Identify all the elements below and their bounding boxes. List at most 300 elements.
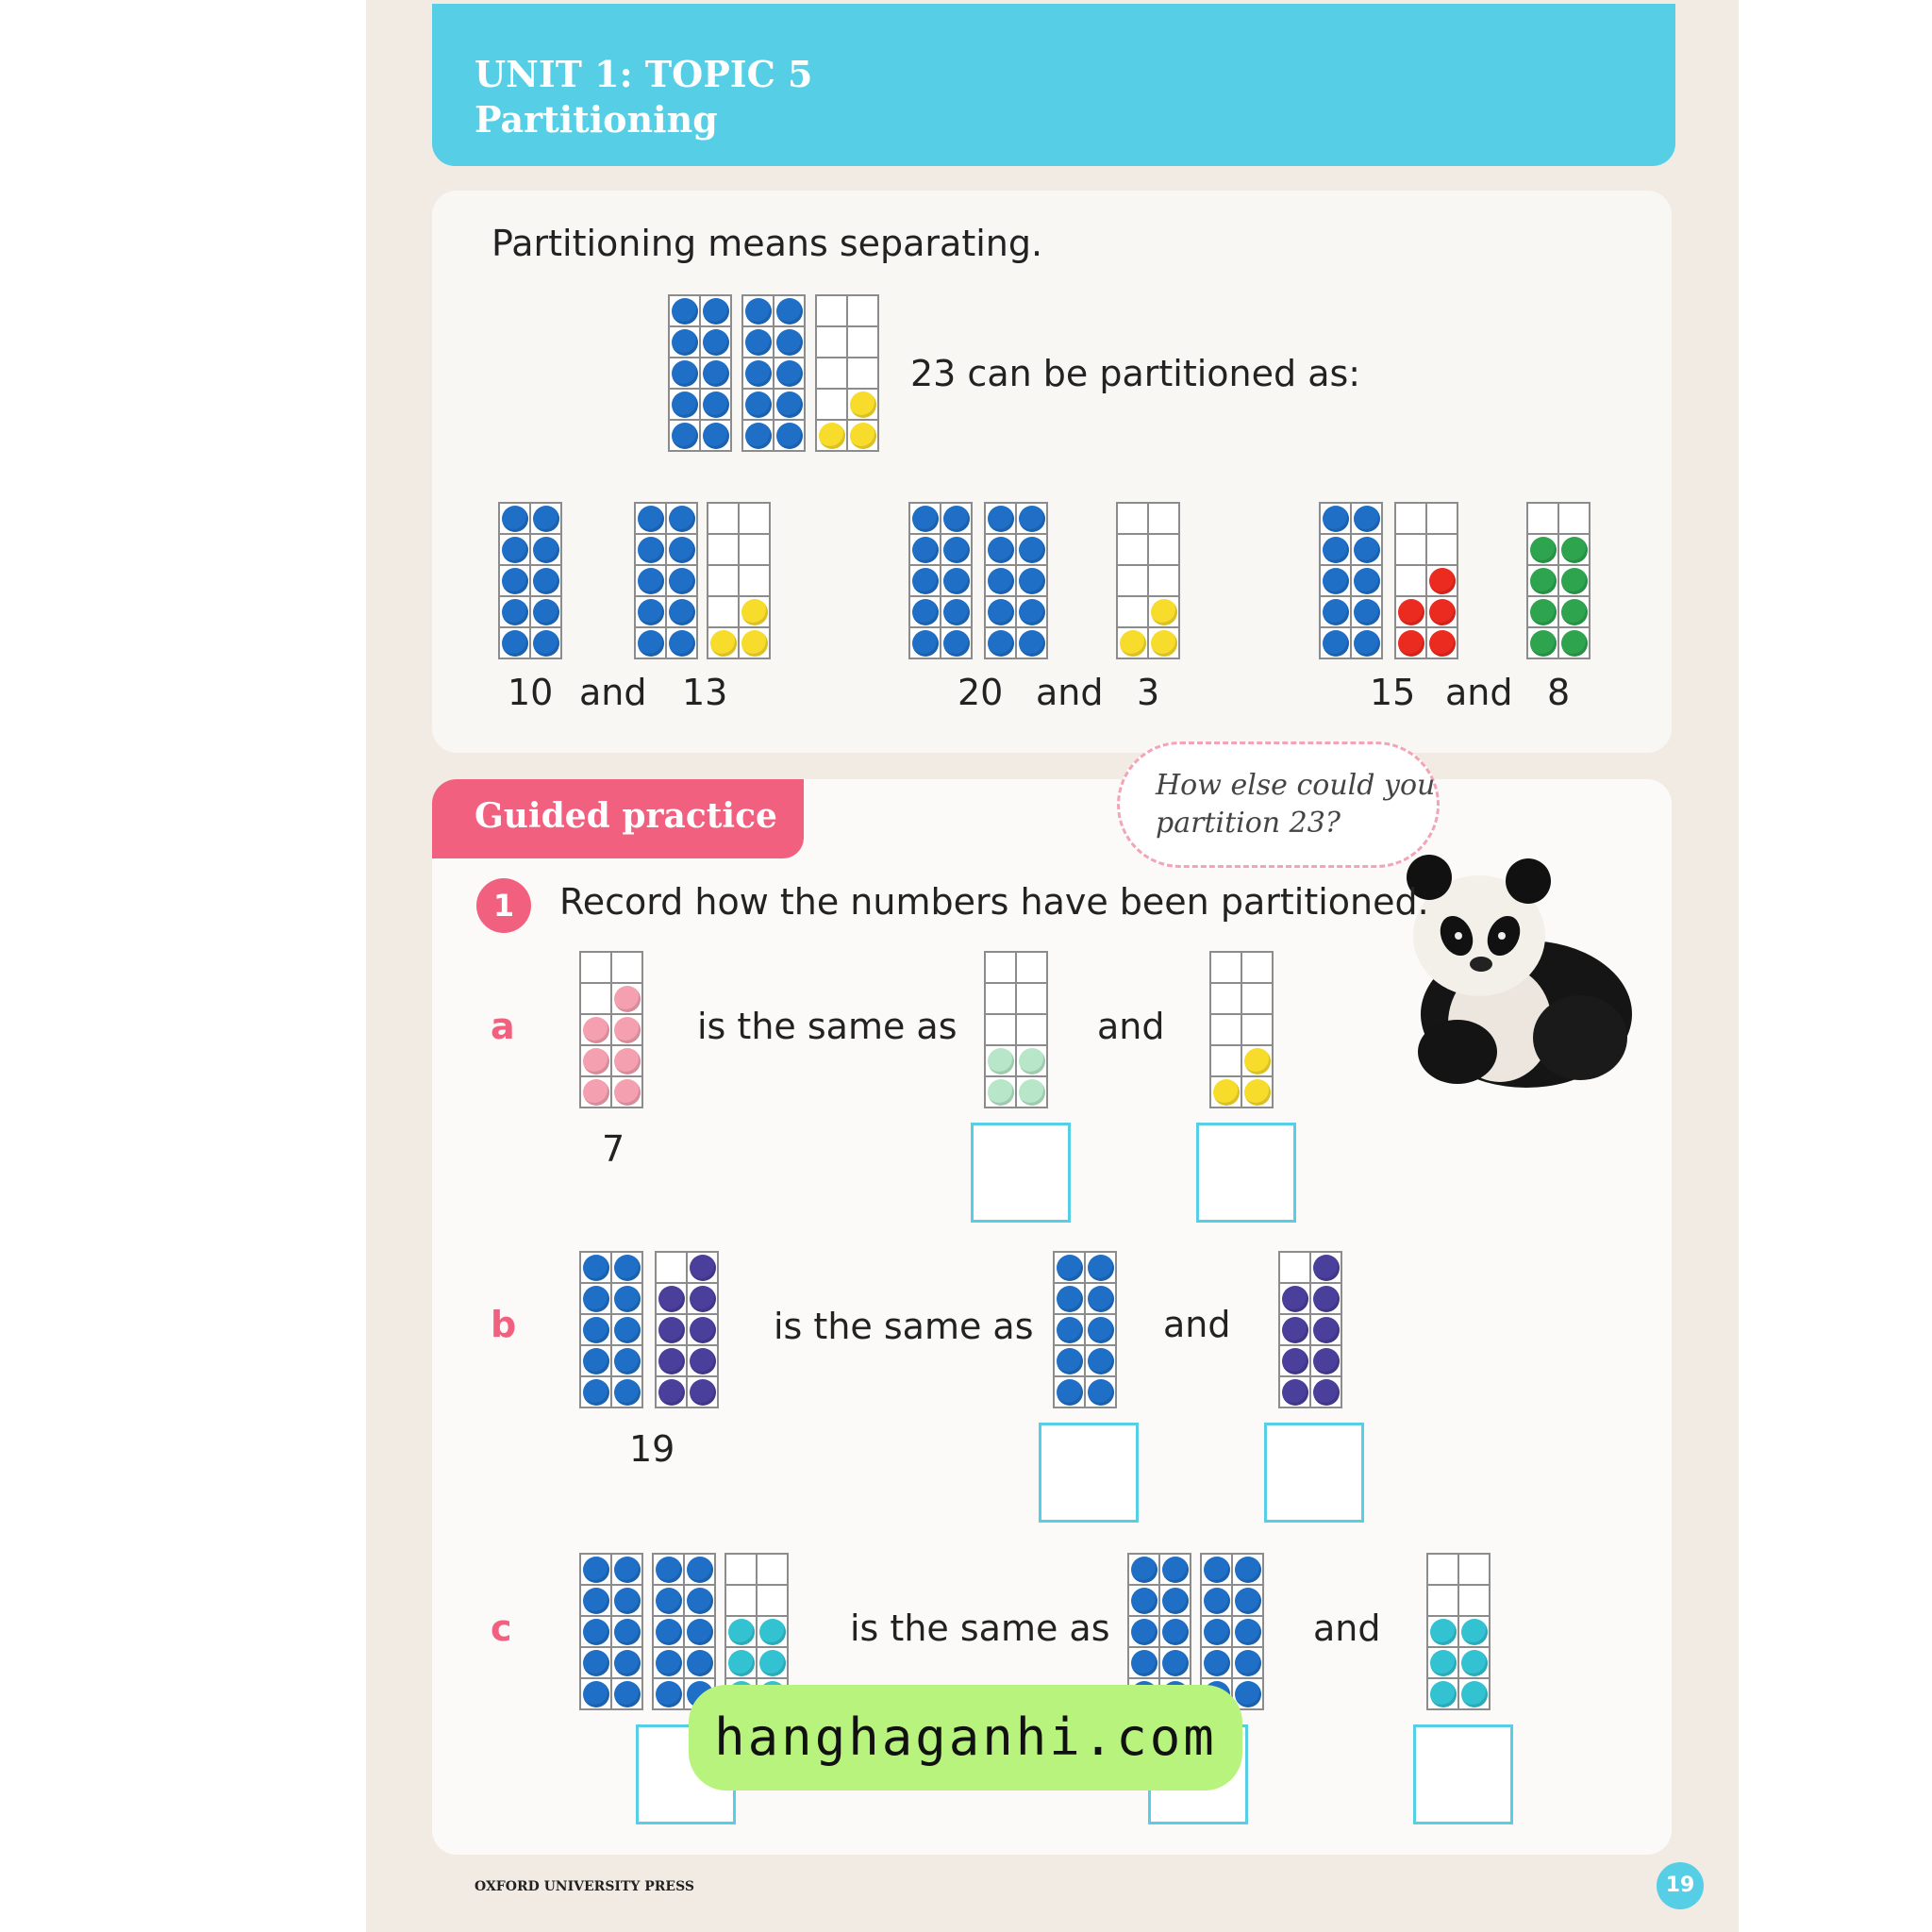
ten-frame-cell [580, 1554, 611, 1585]
counter-dot [1313, 1317, 1340, 1343]
ten-frame-cell [941, 534, 972, 565]
answer-box[interactable] [1413, 1724, 1513, 1824]
counter-dot [912, 630, 939, 657]
page-number: 19 [1657, 1862, 1704, 1909]
partition-number: 13 [682, 672, 728, 713]
ten-frame-cell [708, 534, 739, 565]
ten-frame-cell [742, 295, 774, 326]
guided-practice-tab [432, 779, 804, 858]
counter-dot [1398, 599, 1424, 625]
ten-frame-cell [708, 503, 739, 534]
ten-frame-grid [1053, 1251, 1117, 1408]
ten-frame-cell [725, 1616, 757, 1647]
ten-frame-cell [687, 1283, 718, 1314]
ten-frame-cell [1351, 627, 1382, 658]
ten-frame-cell [1558, 565, 1590, 596]
counter-dot [1561, 568, 1588, 594]
counter-dot [669, 506, 695, 532]
counter-dot [614, 1048, 641, 1074]
ten-frame-grid [1278, 1251, 1342, 1408]
counter-dot [943, 537, 970, 563]
counter-dot [988, 506, 1014, 532]
answer-box[interactable] [971, 1123, 1071, 1223]
ten-frame-cell [739, 503, 770, 534]
counter-dot [533, 537, 559, 563]
ten-frame-cell [1128, 1616, 1159, 1647]
answer-box[interactable] [1039, 1423, 1139, 1523]
ten-frame-cell [700, 420, 731, 451]
counter-dot [1204, 1619, 1230, 1645]
ten-frame-cell [580, 1647, 611, 1678]
ten-frame-cell [1427, 1554, 1458, 1585]
ten-frame-cell [1395, 503, 1426, 534]
ten-frame-cell [1016, 596, 1047, 627]
same-as-text: is the same as [774, 1306, 1034, 1347]
counter-dot [943, 630, 970, 657]
counter-dot [1530, 599, 1557, 625]
and-label: and [1313, 1607, 1381, 1649]
counter-dot [943, 599, 970, 625]
counter-dot [1313, 1286, 1340, 1312]
ten-frame-cell [1351, 534, 1382, 565]
ten-frame-cell [739, 596, 770, 627]
same-as-text: is the same as [850, 1607, 1110, 1649]
ten-frame-cell [1558, 503, 1590, 534]
ten-frame-cell [1395, 565, 1426, 596]
ten-frame [652, 1553, 716, 1710]
ten-frame-cell [847, 358, 878, 389]
ten-frame-cell [684, 1647, 715, 1678]
counter-dot [1235, 1681, 1261, 1707]
ten-frame-cell [635, 565, 666, 596]
ten-frame-cell [1085, 1345, 1116, 1376]
ten-frame-grid [707, 502, 771, 659]
ten-frame-cell [530, 503, 561, 534]
ten-frame-cell [656, 1345, 687, 1376]
ten-frame-cell [1016, 503, 1047, 534]
and-label: and [1163, 1304, 1231, 1345]
ten-frame-cell [1054, 1376, 1085, 1407]
ten-frame-cell [666, 503, 697, 534]
ten-frame-cell [666, 565, 697, 596]
ten-frame-cell [1148, 503, 1179, 534]
ten-frame-cell [1241, 952, 1273, 983]
counter-dot [614, 986, 641, 1012]
ten-frame-cell [656, 1314, 687, 1345]
guided-practice-label: Guided practice [475, 796, 777, 836]
counter-dot [656, 1650, 682, 1676]
ten-frame-cell [611, 1678, 642, 1709]
ten-frame-cell [499, 503, 530, 534]
counter-dot [614, 1619, 641, 1645]
ten-frame-grid [1426, 1553, 1491, 1710]
counter-dot [690, 1255, 716, 1281]
counter-dot [502, 599, 528, 625]
ten-frame-cell [499, 627, 530, 658]
counter-dot [703, 298, 729, 325]
counter-dot [614, 1348, 641, 1374]
ten-frame-grid [984, 951, 1048, 1108]
partition-number: 15 [1370, 672, 1416, 713]
counter-dot [745, 391, 772, 418]
counter-dot [672, 423, 698, 449]
ten-frame-cell [1016, 565, 1047, 596]
counter-dot [759, 1619, 786, 1645]
ten-frame-cell [1201, 1554, 1232, 1585]
ten-frame-cell [1148, 596, 1179, 627]
ten-frame-grid [634, 502, 698, 659]
counter-dot [1088, 1255, 1114, 1281]
ten-frame-cell [669, 326, 700, 358]
counter-dot [687, 1619, 713, 1645]
ten-frame-grid [579, 1553, 643, 1710]
ten-frame-cell [580, 1014, 611, 1045]
counter-dot [1019, 599, 1045, 625]
ten-frame-cell [1016, 1076, 1047, 1108]
ten-frame-cell [847, 295, 878, 326]
ten-frame-cell [1310, 1283, 1341, 1314]
ten-frame-cell [1117, 596, 1148, 627]
counter-dot [672, 360, 698, 387]
ten-frame-cell [1458, 1678, 1490, 1709]
ten-frame [579, 1553, 643, 1710]
ten-frame-cell [687, 1314, 718, 1345]
counter-dot [1235, 1619, 1261, 1645]
ten-frame-cell [684, 1585, 715, 1616]
ten-frame [1426, 1553, 1491, 1710]
ten-frame-cell [742, 326, 774, 358]
ten-frame-grid [579, 1251, 643, 1408]
ten-frame-cell [816, 420, 847, 451]
ten-frame-grid [579, 951, 643, 1108]
counter-dot [759, 1650, 786, 1676]
counter-dot [658, 1379, 685, 1406]
counter-dot [1088, 1317, 1114, 1343]
counter-dot [988, 599, 1014, 625]
ten-frame-cell [669, 358, 700, 389]
ten-frame-cell [941, 627, 972, 658]
ten-frame-cell [1201, 1585, 1232, 1616]
ten-frame-cell [1279, 1283, 1310, 1314]
and-label: and [1097, 1006, 1165, 1047]
counter-dot [502, 568, 528, 594]
ten-frame-cell [985, 983, 1016, 1014]
item-letter: a [491, 1006, 515, 1047]
ten-frame-cell [941, 503, 972, 534]
item-letter: c [491, 1607, 512, 1649]
counter-dot [1530, 568, 1557, 594]
ten-frame-cell [1201, 1647, 1232, 1678]
ten-frame-cell [1016, 1014, 1047, 1045]
ten-frame-cell [1232, 1616, 1263, 1647]
counter-dot [583, 1048, 609, 1074]
ten-frame-cell [1054, 1252, 1085, 1283]
ten-frame-cell [1395, 627, 1426, 658]
ten-frame-cell [611, 1252, 642, 1283]
ten-frame-cell [1279, 1314, 1310, 1345]
intro-panel [432, 191, 1672, 753]
counter-dot [690, 1379, 716, 1406]
counter-dot [583, 1619, 609, 1645]
partition-number: 3 [1137, 672, 1160, 713]
counter-dot [1282, 1317, 1308, 1343]
ten-frame-cell [1016, 534, 1047, 565]
ten-frame-cell [1527, 565, 1558, 596]
counter-dot [1244, 1079, 1271, 1106]
ten-frame-cell [1310, 1314, 1341, 1345]
counter-dot [745, 423, 772, 449]
counter-dot [690, 1317, 716, 1343]
ten-frame-cell [1527, 534, 1558, 565]
ten-frame-cell [757, 1585, 788, 1616]
ten-frame-cell [653, 1647, 684, 1678]
ten-frame-cell [1054, 1345, 1085, 1376]
ten-frame-cell [580, 1045, 611, 1076]
counter-dot [614, 1079, 641, 1106]
ten-frame [1278, 1251, 1342, 1408]
counter-dot [1323, 630, 1349, 657]
counter-dot [912, 599, 939, 625]
ten-frame-cell [499, 534, 530, 565]
ten-frame-cell [653, 1678, 684, 1709]
ten-frame-cell [666, 534, 697, 565]
ten-frame-cell [656, 1252, 687, 1283]
ten-frame-cell [909, 596, 941, 627]
ten-frame-cell [1351, 596, 1382, 627]
counter-dot [912, 506, 939, 532]
ten-frame-cell [909, 503, 941, 534]
counter-dot [1057, 1379, 1083, 1406]
ten-frame [741, 294, 806, 452]
ten-frame-cell [1558, 627, 1590, 658]
counter-dot [1019, 537, 1045, 563]
counter-dot [583, 1286, 609, 1312]
ten-frame-cell [1128, 1554, 1159, 1585]
ten-frame-cell [816, 389, 847, 420]
counter-dot [687, 1650, 713, 1676]
counter-dot [638, 568, 664, 594]
counter-dot [658, 1286, 685, 1312]
ten-frame-cell [635, 627, 666, 658]
ten-frame [908, 502, 973, 659]
ten-frame-cell [580, 1678, 611, 1709]
ten-frame [634, 502, 698, 659]
counter-dot [1019, 506, 1045, 532]
ten-frame-cell [1241, 1076, 1273, 1108]
ten-frame-cell [1458, 1585, 1490, 1616]
ten-frame-cell [1241, 1014, 1273, 1045]
counter-dot [672, 391, 698, 418]
ten-frame-cell [1279, 1345, 1310, 1376]
answer-box[interactable] [1264, 1423, 1364, 1523]
ten-frame-cell [816, 295, 847, 326]
ten-frame-cell [499, 565, 530, 596]
counter-dot [943, 568, 970, 594]
counter-dot [1244, 1048, 1271, 1074]
ten-frame-grid [1319, 502, 1383, 659]
counter-dot [912, 537, 939, 563]
total-number: 7 [602, 1128, 625, 1170]
counter-dot [1213, 1079, 1240, 1106]
ten-frame-cell [1210, 1076, 1241, 1108]
counter-dot [1323, 537, 1349, 563]
and-label: and [1036, 672, 1104, 713]
ten-frame-cell [499, 596, 530, 627]
counter-dot [1561, 599, 1588, 625]
counter-dot [1461, 1650, 1488, 1676]
ten-frame-cell [1210, 1014, 1241, 1045]
counter-dot [1162, 1588, 1189, 1614]
counter-dot [614, 1379, 641, 1406]
counter-dot [1282, 1286, 1308, 1312]
counter-dot [1131, 1619, 1158, 1645]
ten-frame [1319, 502, 1383, 659]
counter-dot [1057, 1255, 1083, 1281]
ten-frame-cell [941, 596, 972, 627]
counter-dot [1430, 1650, 1457, 1676]
ten-frame [579, 1251, 643, 1408]
counter-dot [638, 506, 664, 532]
counter-dot [1057, 1348, 1083, 1374]
ten-frame-cell [739, 565, 770, 596]
counter-dot [703, 391, 729, 418]
ten-frame-cell [700, 358, 731, 389]
publisher-label: OXFORD UNIVERSITY PRESS [475, 1879, 695, 1894]
ten-frame-cell [1320, 565, 1351, 596]
ten-frame-cell [580, 1314, 611, 1345]
counter-dot [728, 1619, 755, 1645]
ten-frame-cell [909, 534, 941, 565]
ten-frame-cell [611, 1045, 642, 1076]
counter-dot [1429, 568, 1456, 594]
ten-frame-cell [909, 627, 941, 658]
counter-dot [819, 423, 845, 449]
ten-frame-cell [635, 596, 666, 627]
ten-frame-cell [580, 1076, 611, 1108]
ten-frame-cell [656, 1283, 687, 1314]
counter-dot [614, 1557, 641, 1583]
counter-dot [656, 1619, 682, 1645]
ten-frame-cell [611, 1283, 642, 1314]
partition-number: 10 [508, 672, 554, 713]
counter-dot [1561, 630, 1588, 657]
ten-frame-grid [1394, 502, 1458, 659]
partition-number: 20 [958, 672, 1004, 713]
counter-dot [1131, 1650, 1158, 1676]
counter-dot [1430, 1619, 1457, 1645]
counter-dot [669, 599, 695, 625]
ten-frame-cell [774, 389, 805, 420]
ten-frame-cell [774, 358, 805, 389]
same-as-text: is the same as [697, 1006, 958, 1047]
counter-dot [1235, 1588, 1261, 1614]
ten-frame-cell [1148, 534, 1179, 565]
ten-frame-cell [1427, 1647, 1458, 1678]
ten-frame-cell [611, 1345, 642, 1376]
ten-frame-cell [774, 326, 805, 358]
counter-dot [776, 360, 803, 387]
counter-dot [672, 298, 698, 325]
ten-frame-cell [816, 326, 847, 358]
counter-dot [638, 599, 664, 625]
bubble-text: partition 23? [1156, 807, 1341, 840]
counter-dot [614, 1286, 641, 1312]
counter-dot [690, 1286, 716, 1312]
counter-dot [745, 329, 772, 356]
ten-frame-cell [1054, 1283, 1085, 1314]
ten-frame-cell [1241, 1045, 1273, 1076]
ten-frame-cell [1016, 627, 1047, 658]
ten-frame-cell [985, 534, 1016, 565]
ten-frame-cell [1527, 503, 1558, 534]
ten-frame-cell [742, 358, 774, 389]
ten-frame-cell [742, 389, 774, 420]
counter-dot [1235, 1650, 1261, 1676]
ten-frame-cell [1426, 627, 1457, 658]
ten-frame-cell [1426, 503, 1457, 534]
ten-frame-cell [611, 1554, 642, 1585]
and-label: and [1445, 672, 1513, 713]
ten-frame-cell [1117, 627, 1148, 658]
ten-frame-cell [1279, 1252, 1310, 1283]
ten-frame-cell [580, 1585, 611, 1616]
counter-dot [533, 568, 559, 594]
ten-frame-cell [1085, 1314, 1116, 1345]
ten-frame-cell [530, 596, 561, 627]
counter-dot [687, 1588, 713, 1614]
counter-dot [656, 1681, 682, 1707]
ten-frame-cell [1241, 983, 1273, 1014]
counter-dot [1204, 1588, 1230, 1614]
ten-frame-cell [1427, 1678, 1458, 1709]
partition-number: 8 [1547, 672, 1571, 713]
ten-frame-cell [530, 565, 561, 596]
ten-frame-cell [1426, 534, 1457, 565]
ten-frame-cell [530, 534, 561, 565]
counter-dot [1235, 1557, 1261, 1583]
ten-frame-cell [1558, 534, 1590, 565]
counter-dot [1162, 1650, 1189, 1676]
ten-frame-cell [1320, 596, 1351, 627]
answer-box[interactable] [1196, 1123, 1296, 1223]
counter-dot [1019, 1079, 1045, 1106]
ten-frame-grid [908, 502, 973, 659]
ten-frame-cell [1320, 534, 1351, 565]
ten-frame-cell [687, 1345, 718, 1376]
ten-frame-cell [656, 1376, 687, 1407]
counter-dot [703, 360, 729, 387]
counter-dot [533, 506, 559, 532]
ten-frame-cell [847, 326, 878, 358]
counter-dot [741, 630, 768, 657]
ten-frame-cell [580, 983, 611, 1014]
ten-frame-cell [687, 1376, 718, 1407]
ten-frame-cell [580, 1252, 611, 1283]
counter-dot [1323, 599, 1349, 625]
counter-dot [1057, 1317, 1083, 1343]
ten-frame-grid [668, 294, 732, 452]
ten-frame [984, 951, 1048, 1108]
ten-frame-cell [1279, 1376, 1310, 1407]
ten-frame-cell [666, 596, 697, 627]
ten-frame-cell [1351, 565, 1382, 596]
counter-dot [1131, 1557, 1158, 1583]
ten-frame [984, 502, 1048, 659]
instruction-text: Record how the numbers have been partitioned. [559, 881, 1429, 923]
counter-dot [583, 1079, 609, 1106]
counter-dot [988, 1048, 1014, 1074]
ten-frame-cell [1085, 1283, 1116, 1314]
